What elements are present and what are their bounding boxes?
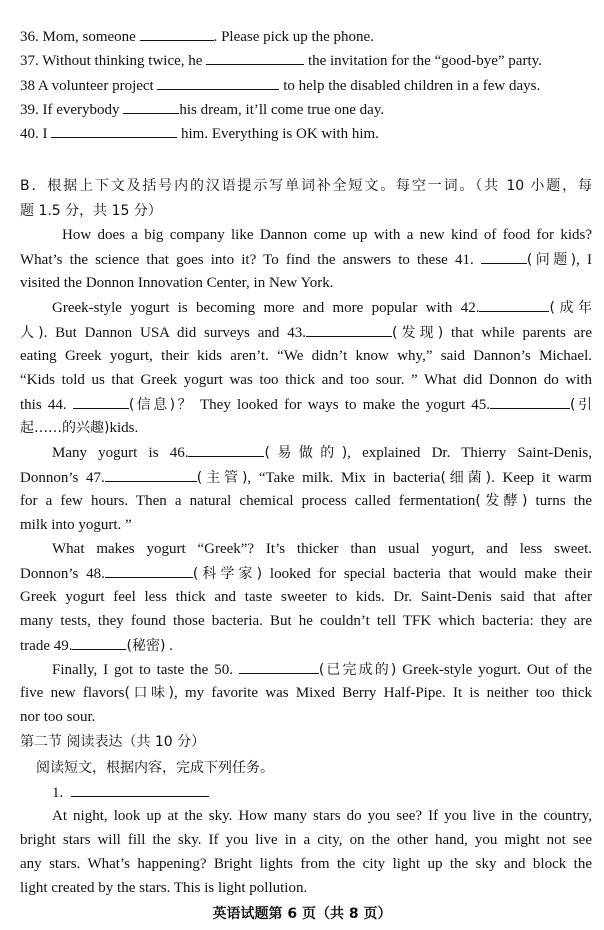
part2-question-1: 1.	[52, 782, 209, 803]
item-36: 36. Mom, someone . Please pick up the phone.	[20, 26, 374, 47]
reading-line: any stars. What’s happening? Bright lights from the city light up the sky and block the	[20, 856, 592, 872]
passage-line: What makes yogurt “Greek”? It’s thicker than usual yogurt, and less sweet.	[52, 541, 592, 557]
answer-blank[interactable]	[239, 659, 319, 674]
answer-blank[interactable]	[157, 75, 279, 90]
answer-blank[interactable]	[140, 26, 214, 41]
answer-blank[interactable]	[188, 442, 264, 457]
reading-line: light created by the stars. This is light pollution.	[20, 880, 308, 896]
reading-line: At night, look up at the sky. How many stars do you see? If you live in the country,	[52, 808, 592, 824]
answer-blank[interactable]	[479, 297, 549, 312]
item-37: 37. Without thinking twice, he the invitation for the “good-bye” party.	[20, 50, 542, 71]
passage-line: “Kids told us that Greek yogurt was too thick and too sour. ” What did Donnon do with	[20, 372, 592, 388]
answer-blank[interactable]	[72, 635, 126, 650]
answer-blank[interactable]	[51, 123, 177, 138]
answer-blank[interactable]	[306, 322, 392, 337]
passage-line: five new flavors(口味), my favorite was Mixed Berry Half-Pipe. It is neither too thick	[20, 685, 592, 701]
answer-blank[interactable]	[105, 467, 197, 482]
page-footer: 英语试题第 6 页（共 8 页）	[212, 906, 392, 922]
section-b-heading: B．根据上下文及括号内的汉语提示写单词补全短文。每空一词。（共 10 小题，每	[20, 178, 592, 194]
answer-blank[interactable]	[105, 563, 193, 578]
answer-blank[interactable]	[73, 394, 129, 409]
passage-line: many tests, they found those bacteria. But he couldn’t tell TFK which bacteria: they are	[20, 613, 592, 629]
section-b-heading-2: 题 1.5 分，共 15 分）	[20, 203, 162, 219]
answer-blank[interactable]	[123, 99, 179, 114]
passage-line: Greek-style yogurt is becoming more and more popular with 42. (成年	[52, 297, 592, 318]
part2-instruction: 阅读短文，根据内容，完成下列任务。	[36, 760, 274, 776]
passage-line: Donnon’s 48. (科学家) looked for special bacteria that would make their	[20, 563, 592, 584]
passage-line: Donnon’s 47. (主管), “Take milk. Mix in bacteria(细菌). Keep it warm	[20, 467, 592, 488]
reading-line: bright stars will fill the sky. If you live in a city, on the other hand, you might not see	[20, 832, 592, 848]
passage-line: What’s the science that goes into it? To find the answers to these 41. (问题), I	[20, 249, 592, 270]
passage-line: Greek yogurt feel less thick and taste sweeter to kids. Dr. Saint-Denis said that after	[20, 589, 592, 605]
passage-line: trade 49. (秘密) .	[20, 635, 173, 656]
passage-line: this 44. (信息)？ They looked for ways to make the yogurt 45. (引	[20, 394, 592, 415]
passage-line: milk into yogurt. ”	[20, 517, 132, 533]
passage-line: nor too sour.	[20, 709, 96, 725]
item-40: 40. I him. Everything is OK with him.	[20, 123, 379, 144]
item-38: 38 A volunteer project to help the disabled children in a few days.	[20, 75, 540, 96]
passage-line: visited the Donnon Innovation Center, in New York.	[20, 275, 334, 291]
passage-line: Finally, I got to taste the 50. (已完成的) Greek-style yogurt. Out of the	[52, 659, 592, 680]
answer-blank[interactable]	[206, 50, 304, 65]
item-39: 39. If everybody his dream, it’ll come true one day.	[20, 99, 384, 120]
passage-line: for a few hours. Then a natural chemical process called fermentation(发酵) turns the	[20, 493, 592, 509]
passage-line: Many yogurt is 46. (易做的), explained Dr. Thierry Saint-Denis,	[52, 442, 592, 463]
answer-blank[interactable]	[481, 249, 527, 264]
passage-line: eating Greek yogurt, their kids aren’t. “We didn’t know why,” said Dannon’s Michael.	[20, 348, 592, 364]
answer-blank[interactable]	[71, 782, 209, 797]
part2-heading: 第二节 阅读表达（共 10 分）	[20, 734, 206, 750]
answer-blank[interactable]	[490, 394, 570, 409]
passage-line: 人). But Dannon USA did surveys and 43. (发现) that while parents are	[20, 322, 592, 343]
passage-line: How does a big company like Dannon come up with a new kind of food for kids?	[62, 227, 592, 243]
passage-line: 起……的兴趣)kids.	[20, 420, 139, 436]
